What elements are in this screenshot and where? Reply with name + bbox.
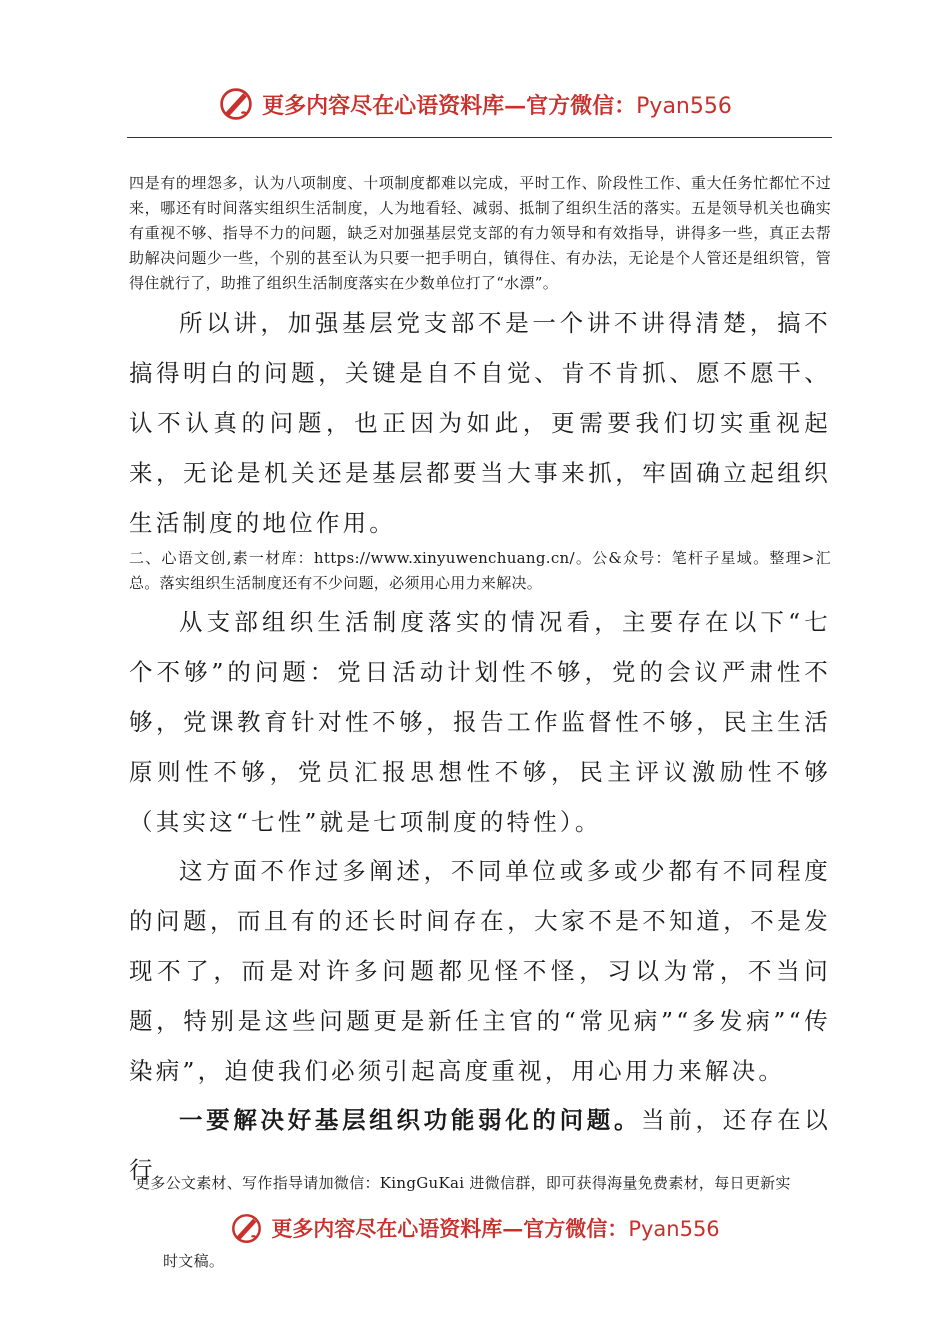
footer-banner	[0, 1206, 950, 1250]
header-divider	[127, 137, 832, 138]
bold-lead-sentence: 一要解决好基层组织功能弱化的问题。	[179, 1106, 642, 1134]
footer-banner-text: 更多内容尽在心语资料库—官方微信：Pyan556	[271, 1216, 720, 1241]
pen-seal-icon	[218, 86, 254, 122]
footer-note-line-2: 时文稿。	[163, 1252, 225, 1270]
paragraph-seven-shortfalls: 从支部组织生活制度落实的情况看，主要存在以下“七个不够”的问题：党日活动计划性不够，党的会议严肃性不够，党课教育针对性不够，报告工作监督性不够，民主生活原则性不够，党员汇报思想性不够，民主评议激励性不够（其实这“七性”就是七项制度的特性）。	[129, 608, 831, 836]
header-wechat-id: Pyan556	[636, 93, 732, 119]
footer-wechat-id: Pyan556	[628, 1217, 720, 1241]
paragraph-section-two-heading: 二、心语文创,素一材库：https://www.xinyuwenchuang.cn/。公&众号：笔杆子星域。整理>汇总。落实组织生活制度还有不少问题，必须用心用力来解决。	[129, 549, 831, 592]
header-banner	[0, 78, 950, 130]
header-banner-text: 更多内容尽在心语资料库—官方微信：Pyan556	[262, 92, 732, 119]
paragraph-common-issues: 这方面不作过多阐述，不同单位或多或少都有不同程度的问题，而且有的还长时间存在，大家不是不知道，不是发现不了，而是对许多问题都见怪不怪，习以为常，不当问题，特别是这些问题更是新任主官的“常见病”“多发病”“传染病”，迫使我们必须引起高度重视，用心用力来解决。	[129, 857, 831, 1085]
paragraph-continuation: 当前，还存在以行	[129, 1106, 831, 1184]
footer-note-line-1: 更多公文素材、写作指导请加微信：KingGuKai 进微信群，即可获得海量免费素材，每日更新实	[135, 1174, 791, 1192]
paragraph-small-problems: 四是有的埋怨多，认为八项制度、十项制度都难以完成，平时工作、阶段性工作、重大任务忙都忙不过来，哪还有时间落实组织生活制度，人为地看轻、减弱、抵制了组织生活的落实。五是领导机关也确实有重视不够、指导不力的问题，缺乏对加强基层党支部的有力领导和有效指导，讲得多一些，真正去帮助解决问题少一些，个别的甚至认为只要一把手明白，镇得住、有办法，无论是个人管还是组织管，管得住就行了，助推了组织生活制度落实在少数单位打了“水漂”。	[129, 174, 831, 292]
pen-seal-icon	[230, 1212, 263, 1245]
paragraph-key-point: 所以讲，加强基层党支部不是一个讲不讲得清楚，搞不搞得明白的问题，关键是自不自觉、肯不肯抓、愿不愿干、认不认真的问题，也正因为如此，更需要我们切实重视起来，无论是机关还是基层都要当大事来抓，牢固确立起组织生活制度的地位作用。	[129, 309, 831, 537]
